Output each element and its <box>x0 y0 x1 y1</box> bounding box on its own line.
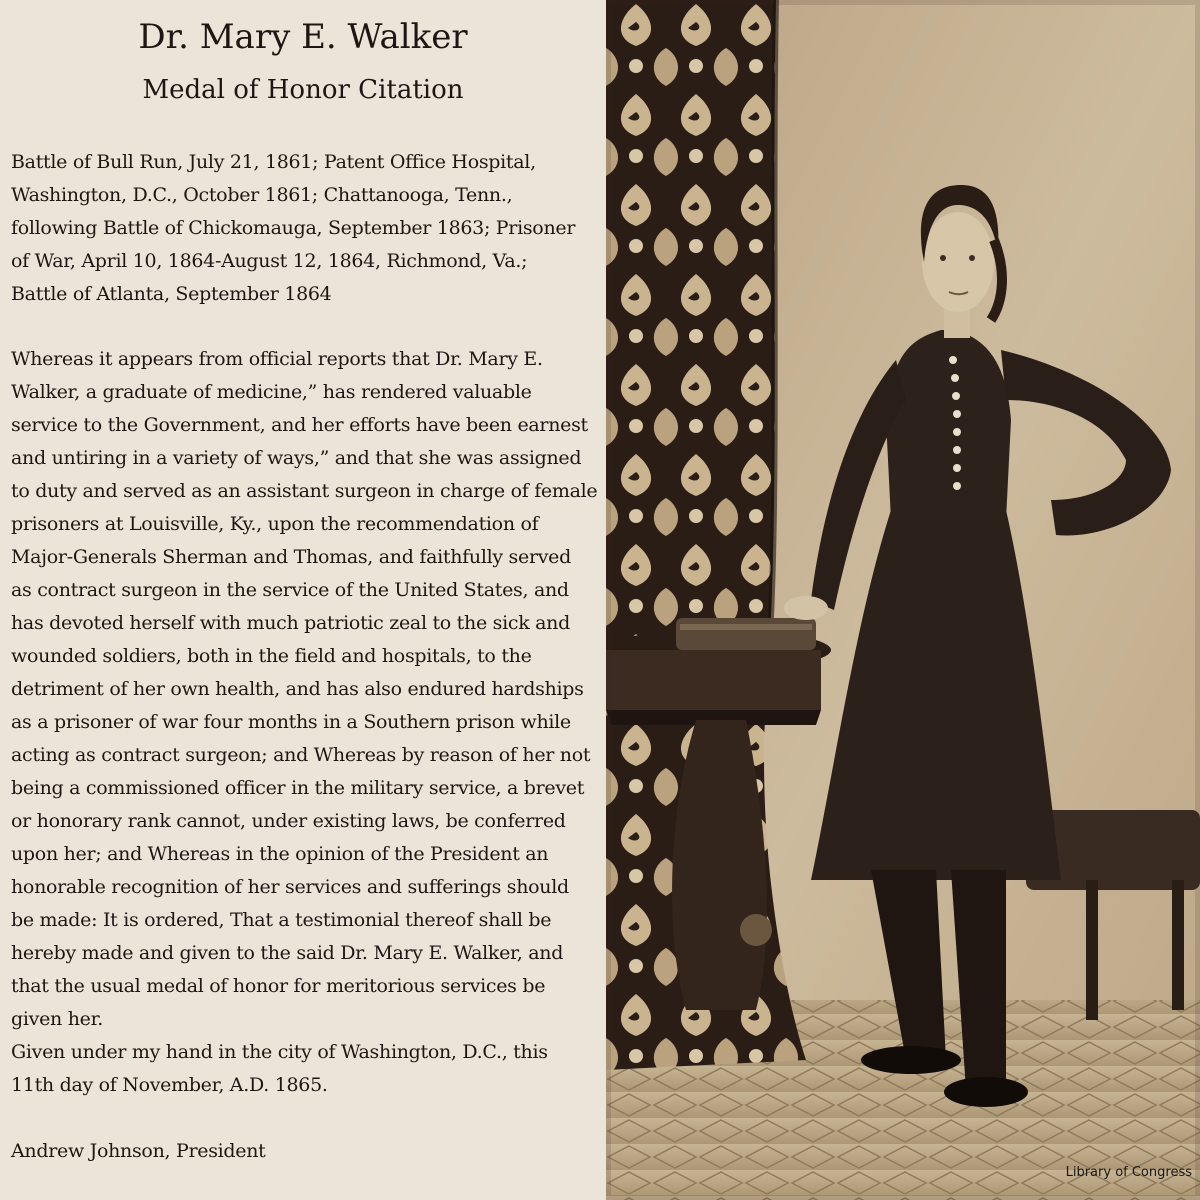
shoe-left <box>861 1046 961 1074</box>
table-pedestal <box>672 720 767 1010</box>
book <box>676 618 816 650</box>
face <box>922 212 994 312</box>
portrait-illustration <box>606 0 1200 1200</box>
page-title: Dr. Mary E. Walker <box>138 17 468 57</box>
portrait-photo <box>606 0 1200 1200</box>
photo-credit: Library of Congress <box>1065 1165 1192 1180</box>
signature-line: Andrew Johnson, President <box>11 1140 266 1162</box>
shoe-right <box>944 1077 1028 1107</box>
dress-bodice <box>886 330 1011 520</box>
page-subtitle: Medal of Honor Citation <box>142 75 464 105</box>
service-record-paragraph: Battle of Bull Run, July 21, 1861; Patent Office Hospital, Washington, D.C., October 1861; Chattanooga, Tenn., following Battle of Chickomauga, September 1863; Prisoner of War, April 10, 1864-August 12, 1864, Richmond, Va.; Battle of Atlanta, September 1864 <box>11 151 576 305</box>
citation-body-paragraph: Whereas it appears from official reports that Dr. Mary E. Walker, a graduate of medicine,” has rendered valuable service to the Government, and her efforts have been earnest and untiring in a variety of ways,” and that she was assigned to duty and served as an assistant surgeon in charge of female prisoners at Louisville, Ky., upon the recommendation of Major-Generals Sherman and Thomas, and faithfully served as contract surgeon in the service of the United States, and has devoted herself with much patriotic zeal to the sick and wounded soldiers, both in the field and hospitals, to the detriment of her own health, and has also endured hardships as a prisoner of war four months in a Southern prison while acting as contract surgeon; and Whereas by reason of her not being a commissioned officer in the military service, a brevet or honorary rank cannot, under existing laws, be conferred upon her; and Whereas in the opinion of the President an honorable recognition of her services and sufferings should be made: It is ordered, That a testimonial thereof shall be hereby made and given to the said Dr. Mary E. Walker, and that the usual medal of honor for meritorious services be given her. Given under my hand in the city of Washington, D.C., this 11th day of November, A.D. 1865. <box>11 348 598 1096</box>
